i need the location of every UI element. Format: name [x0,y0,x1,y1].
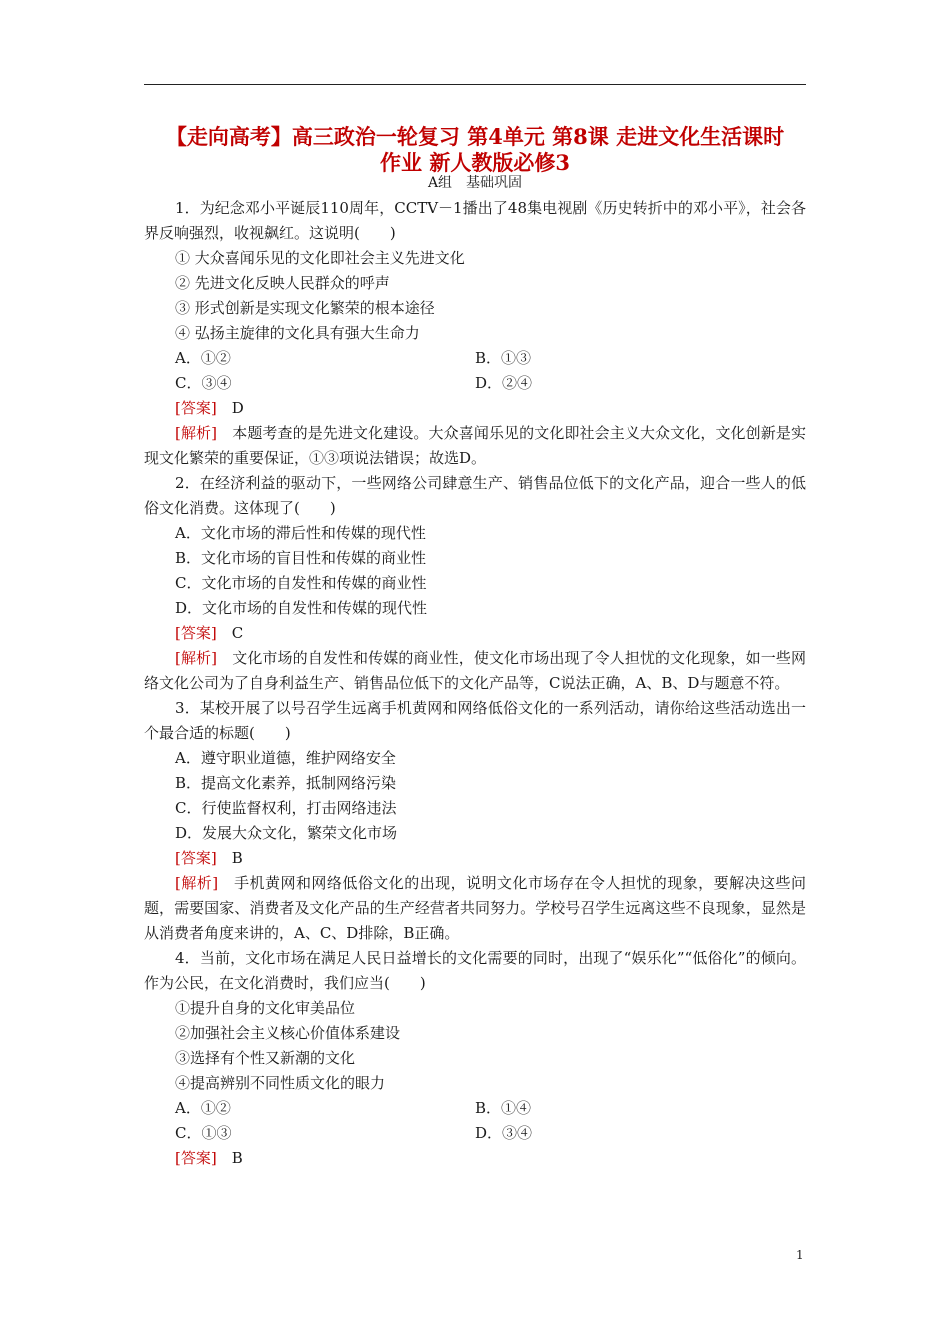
option-c: C．文化市场的自发性和传媒的商业性 [175,574,427,592]
option-row [144,346,806,371]
analysis-tag: [解析] [175,424,218,442]
statement-item: ② 先进文化反映人民群众的呼声 [175,274,390,292]
question-4 [144,946,806,1171]
option-b: B．①③ [475,349,532,367]
option-a: A．遵守职业道德，维护网络安全 [175,749,396,767]
question-stem: 1．为纪念邓小平诞辰110周年，CCTV－1播出了48集电视剧《历史转折中的邓小平》，社会各界反响强烈，收视飙红。这说明( ) [144,199,806,242]
answer-value: B [231,849,243,867]
option-a: A．①② [175,349,231,367]
option-b: B．文化市场的盲目性和传媒的商业性 [175,549,427,567]
answer-line [144,1146,806,1171]
answer-tag: [答案] [175,1149,217,1167]
statement-item: ④提高辨别不同性质文化的眼力 [175,1074,386,1092]
statement-item: ②加强社会主义核心价值体系建设 [175,1024,401,1042]
option-a: A．①② [175,1099,231,1117]
analysis-tag: [解析] [175,649,218,667]
option-b: B．提高文化素养，抵制网络污染 [175,774,397,792]
option-row [144,371,806,396]
option-d: D．发展大众文化，繁荣文化市场 [175,824,398,842]
analysis-text: 文化市场的自发性和传媒的商业性，使文化市场出现了令人担忧的文化现象，如一些网络文化公司为了自身利益生产、销售品位低下的文化产品等，C说法正确，A、B、D与题意不符。 [144,649,806,692]
option-c: C．①③ [175,1124,232,1142]
analysis-text: 本题考查的是先进文化建设。大众喜闻乐见的文化即社会主义大众文化，文化创新是实现文化繁荣的重要保证，①③项说法错误；故选D。 [144,424,806,467]
question-3 [144,696,806,946]
statement-item: ③选择有个性又新潮的文化 [175,1049,356,1067]
option-row [144,1121,806,1146]
question-stem: 3．某校开展了以号召学生远离手机黄网和网络低俗文化的一系列活动，请你给这些活动选出一个最合适的标题( ) [144,699,806,742]
title-line-1: 【走向高考】高三政治一轮复习 第4单元 第8课 走进文化生活课时 [165,124,785,149]
question-1 [144,196,806,471]
answer-tag: [答案] [175,624,217,642]
question-stem: 4．当前，文化市场在满足人民日益增长的文化需要的同时，出现了“娱乐化”“低俗化”的倾向。作为公民，在文化消费时，我们应当( ) [144,949,806,992]
question-stem: 2．在经济利益的驱动下，一些网络公司肆意生产、销售品位低下的文化产品，迎合一些人的低俗文化消费。这体现了( ) [144,474,806,517]
statement-item: ①提升自身的文化审美品位 [175,999,356,1017]
statement-item: ① 大众喜闻乐见的文化即社会主义先进文化 [175,249,465,267]
question-list [144,196,806,1171]
answer-line [144,621,806,646]
title-line-2: 作业 新人教版必修3 [380,150,570,175]
answer-tag: [答案] [175,399,217,417]
option-b: B．①④ [475,1099,532,1117]
header-rule [144,84,806,85]
answer-value: C [231,624,244,642]
answer-tag: [答案] [175,849,217,867]
analysis-line [144,646,806,696]
analysis-line [144,871,806,946]
analysis-text: 手机黄网和网络低俗文化的出现，说明文化市场存在令人担忧的现象，要解决这些问题，需要国家、消费者及文化产品的生产经营者共同努力。学校号召学生远离这些不良现象，显然是从消费者角度来讲的，A、C、D排除，B正确。 [144,874,806,942]
question-2 [144,471,806,696]
analysis-line [144,421,806,471]
option-row [144,1096,806,1121]
option-a: A．文化市场的滞后性和传媒的现代性 [175,524,426,542]
option-d: D．②④ [475,374,533,392]
analysis-tag: [解析] [175,874,219,892]
answer-value: D [231,399,244,417]
answer-value: B [231,1149,243,1167]
answer-line [144,396,806,421]
option-c: C．③④ [175,374,232,392]
answer-line [144,846,806,871]
document-title [144,124,806,176]
page-number: 1 [796,1248,804,1262]
statement-item: ③ 形式创新是实现文化繁荣的根本途径 [175,299,435,317]
option-d: D．文化市场的自发性和传媒的现代性 [175,599,428,617]
option-c: C．行使监督权利，打击网络违法 [175,799,397,817]
section-heading: A组 基础巩固 [427,175,523,191]
statement-item: ④ 弘扬主旋律的文化具有强大生命力 [175,324,420,342]
option-d: D．③④ [475,1124,533,1142]
